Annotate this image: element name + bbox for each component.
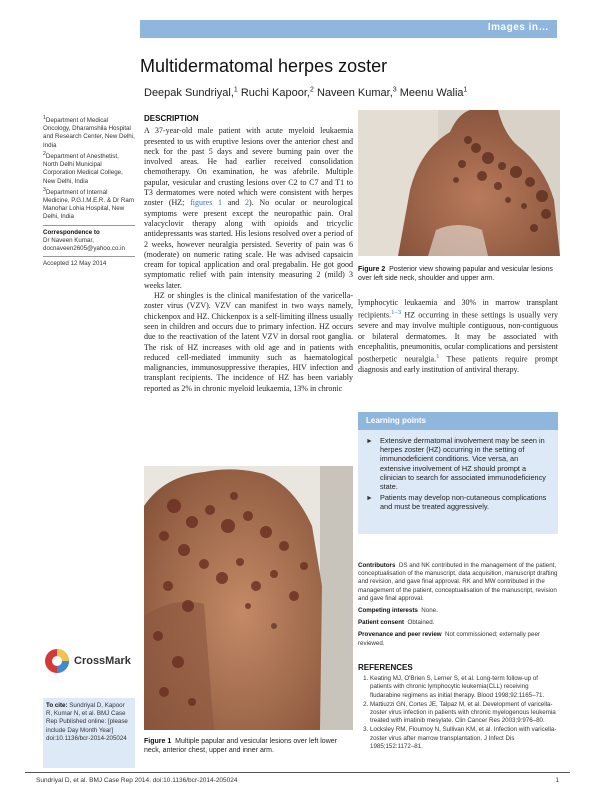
references-section [358,664,558,752]
author: Meenu Walia$^1$ [399,86,468,99]
main-text-column [144,114,353,394]
paragraph: HZ or shingles is the clinical manifestation of the varicella-zoster virus (VZV). VZV can manifest in two ways namely, chickenpox and HZ. Chickenpox is a self-limiting illness usually seen in children and occurs due to primary infection. HZ occurs due to the reactivation of the latent VZV in dorsal root ganglia. The risk of HZ increases with old age and in patients with reduced cell-mediated immunity such as haematological malignancies, immunosuppressive therapies, HIV infection and transplant recipients. The incidence of HZ has been variably reported as 2% in chronic myeloid leukaemia, 13% in chronic [144,291,353,393]
page-footer [0,772,595,794]
reference-item: 1. Keating MJ, O'Brien S, Lerner S, et al. Long-term follow-up of patients with chronic lymphocytic leukemia(CLL) receiving fludarabine regimens as initial therapy. Blood 1998;92:1165–71. [370,675,558,700]
section-banner [140,20,557,38]
page-number: 1 [555,777,559,784]
to-cite-label: To cite: [46,702,68,709]
figure-1-image [144,466,353,730]
accepted-date: Accepted 12 May 2014 [43,260,107,268]
figure-1-caption: Figure 1 Multiple papular and vesicular lesions over left lower neck, anterior chest, upper and inner arm. [144,738,337,754]
author: Deepak Sundriyal,$^1$ [144,86,238,99]
references-heading: REFERENCES [358,663,413,672]
to-cite-text: Sundriyal D, Kapoor R, Kumar N, et al. BMJ Case Rep Published online: [please include Day Month Year] doi:10.1136/bcr-2014-205024 [46,702,128,742]
correspondence-email[interactable]: docnaveen2605@yahoo.co.in [43,245,125,253]
reference-item: 3. Locksley RM, Flournoy N, Sullivan KM, et al. Infection with varicella-zoster virus after marrow transplantation. J Infect Dis 1985;152:1172–81. [370,726,558,751]
reference-item: 2. Mattiuzzi GN, Cortes JE, Talpaz M, et al. Development of varicella-zoster virus infection in patients with chronic myelogenous leukemia treated with imatinib mesylate. Clin Cancer Res 2003;9:976–80. [370,701,558,726]
paragraph: lymphocytic leukaemia and 30% in marrow transplant recipients.$^{1-3}$ HZ occurring in these settings is usually very severe and may involve multiple contiguous, non-contiguous or bilateral dermatomes. It may be associated with encephalitis, pneumonitis, ocular complications and persistent postherpetic neuralgia.$^1$ These patients require prompt diagnosis and early institution of antiviral therapy. [358,298,559,375]
learning-point: ► Patients may develop non-cutaneous complications and must be treated aggressively. [366,493,547,512]
author-list [144,86,467,99]
patient-consent-note: Patient consent Obtained. [358,619,435,627]
figure-2-caption: Figure 2 Posterior view showing papular and vesicular lesions over left side neck, shoulder and upper arm. [358,266,553,282]
figure-2-image [358,110,560,256]
affiliation: $^1$Department of Medical Oncology, Dharamshila Hospital and Research Center, New Delhi, India [43,115,135,149]
article-title: Multidermatomal herpes zoster [140,56,388,76]
triangle-bullet-icon: ► [366,438,373,445]
affiliations-sidebar [43,114,135,268]
to-cite-box [43,698,135,768]
provenance-note: Provenance and peer review Not commissioned; externally peer reviewed. [358,631,540,647]
affiliation: $^2$Department of Anesthetist, North Delhi Municipal Corporation Medical College, New Delhi, India [43,150,123,185]
figure-label: Figure 2 [358,266,386,273]
affiliation: $^3$Department of Internal Medicine, P.G.I.M.E.R. & Dr Ram Manohar Lohia Hospital, New Delhi, India [43,186,135,221]
learning-points-heading: Learning points [358,412,558,430]
crossmark-icon [44,648,70,674]
figure-link[interactable]: 2 [245,198,250,208]
section-label: Images in… [487,22,549,33]
citation-link[interactable]: 1–3 [391,309,402,317]
triangle-bullet-icon: ► [366,495,373,503]
author: Naveen Kumar,$^3$ [316,86,397,99]
divider [43,256,135,257]
footer-citation: Sundriyal D, et al. BMJ Case Rep 2014. doi:10.1136/bcr-2014-205024 [36,777,238,784]
figure-link[interactable]: figures 1 [190,198,223,208]
correspondence-heading: Correspondence to [43,228,100,236]
footer-rule [25,772,570,773]
correspondence-name: Dr Naveen Kumar, [43,236,94,244]
learning-point: ► Extensive dermatomal involvement may be seen in herpes zoster (HZ) occurring in the setting of immunodeficient conditions. Vice versa, an extensive involvement of HZ should prompt a clinician to search for associated immunodeficiency state. [366,436,546,492]
learning-points-box [358,412,558,534]
divider [43,225,135,226]
crossmark-button[interactable] [44,648,134,678]
figure-label: Figure 1 [144,738,172,745]
competing-interests-note: Competing interests None. [358,607,438,615]
paragraph: A 37-year-old male patient with acute myeloid leukaemia presented to us with eruptive lesions over the anterior chest and neck for the past 5 days and severe burning pain over the involved areas. He had earlier received consolidation chemotherapy. On examination, he was afebrile. Multiple papular, vesicular and crusting lesions over C2 to C7 and T1 to T3 dermatomes were noted which were consistent with herpes zoster (HZ; figures 1 and 2). No ocular or neurological symptoms were present except the neuropathic pain. Oral valacyclovir therapy along with opioids and tricyclic antidepressants was started. His lesions resolved over a period of 2 weeks, however neuralgia persisted. Severity of pain was 6 (moderate) on numeric rating scale. He was advised capsaicin cream for topical application and oral pregabalin. He got good symptomatic relief with pain intensity measuring 2 (mild) 3 weeks later. [144,126,353,290]
continued-text [358,298,558,375]
contributors-note: Contributors DS and NK contributed in the management of the patient, conceptualisation of the manuscript, data acquisition, manuscript drafting and revision, and gave final approval. RK and MW contributed in the management of the patient, conceptualisation of the manuscript, revision and gave final approval. [358,562,558,602]
description-heading: DESCRIPTION [144,114,199,123]
crossmark-label: CrossMark [74,655,131,667]
article-notes [358,562,558,652]
citation-link[interactable]: 1 [436,353,440,361]
author: Ruchi Kapoor,$^2$ [240,86,314,99]
